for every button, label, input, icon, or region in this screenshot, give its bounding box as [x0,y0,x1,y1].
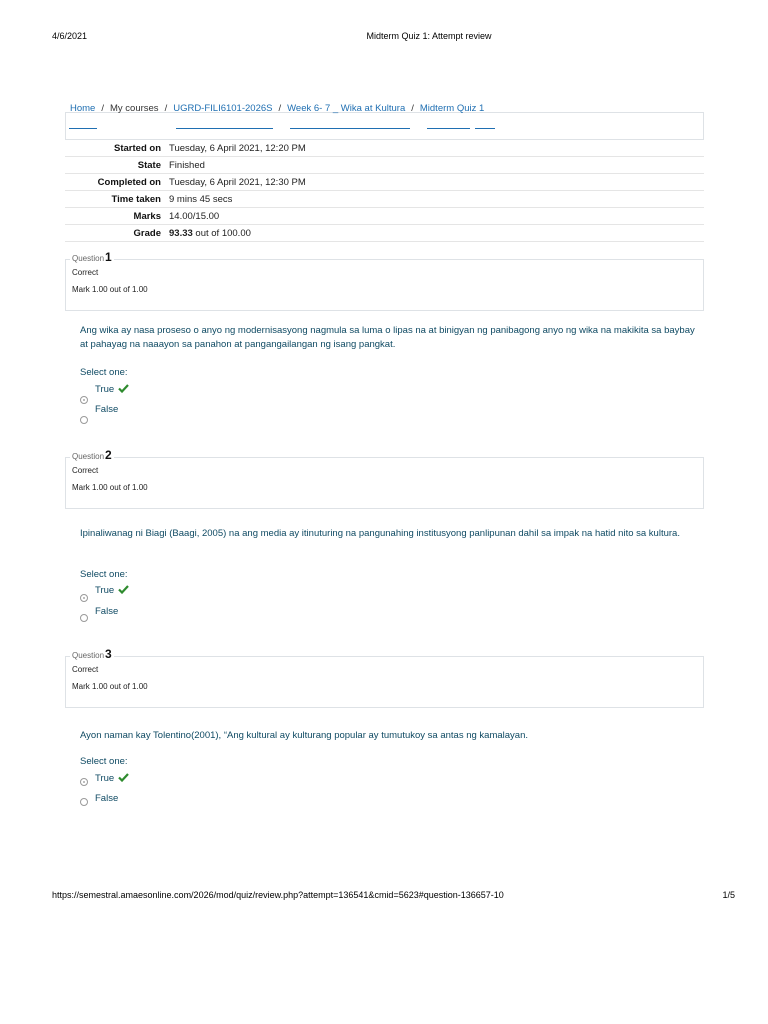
attempt-summary-table [65,140,704,242]
summary-value: Tuesday, 6 April 2021, 12:30 PM [169,174,704,191]
summary-label: State [65,157,169,174]
summary-label: Started on [65,140,169,157]
question-state: Correct [72,665,99,674]
print-date: 4/6/2021 [52,31,88,41]
grade-value: 93.33 [169,227,193,239]
option-label: True [95,773,115,784]
question-mark: Mark 1.00 out of 1.00 [72,285,148,294]
link-underline [176,128,273,129]
question-number-value: 1 [105,250,112,264]
answer-option-true[interactable] [95,585,129,596]
question-text: Ayon naman kay Tolentino(2001), “Ang kultural ay kulturang popular ay tumutukoy sa antas ng kamalayan. [80,730,528,741]
breadcrumb-my-courses: My courses [109,103,159,114]
summary-value: Finished [169,157,704,174]
question-number-value: 3 [105,647,112,661]
question-info-box [65,647,704,708]
question-state: Correct [72,466,99,475]
summary-row [65,191,704,208]
radio-true[interactable] [80,778,88,786]
question-text: Ipinaliwanag ni Biagi (Baagi, 2005) na ang media ay itinuturing na pangunahing institusyong panlipunan dahil sa impak na hatid nito sa kultura. [80,528,680,539]
radio-false[interactable] [80,798,88,806]
select-one-label: Select one: [80,756,128,767]
option-label: False [95,793,119,804]
question-text: Ang wika ay nasa proseso o anyo ng modernisasyong nagmula sa luma o lipas na at binigyan ng panibagong anyo ng wika na makikita sa baybay at pahayag na naaayon sa panahon at pangangailangan ng isang pangkat. [80,325,695,350]
answer-option-true[interactable] [95,384,129,395]
link-underline [290,128,410,129]
summary-value: 14.00/15.00 [169,208,704,225]
link-underline [475,128,495,129]
summary-row [65,225,704,242]
print-title: Midterm Quiz 1: Attempt review [366,31,492,41]
link-underline [427,128,470,129]
check-icon [118,773,129,782]
summary-row [65,140,704,157]
radio-true[interactable] [80,594,88,602]
answer-option-false[interactable] [95,793,118,804]
summary-value: 9 mins 45 secs [169,191,704,208]
summary-row [65,174,704,191]
option-label: False [95,606,119,617]
option-label: True [95,585,115,596]
summary-label: Completed on [65,174,169,191]
option-label: False [95,404,119,415]
summary-value: Tuesday, 6 April 2021, 12:20 PM [169,140,704,157]
grade-out-of: out of 100.00 [192,227,251,239]
breadcrumb [65,103,704,140]
select-one-label: Select one: [80,569,128,580]
breadcrumb-separator: / [164,103,168,114]
question-word: Question [72,651,105,660]
question-info-box [65,448,704,509]
question-info-box [65,250,704,311]
option-label: True [95,384,115,395]
question-number-value: 2 [105,448,112,462]
question-mark: Mark 1.00 out of 1.00 [72,483,148,492]
summary-label: Grade [65,225,169,242]
question-number [70,448,114,462]
summary-value [169,225,704,242]
check-icon [118,585,129,594]
breadcrumb-quiz[interactable]: Midterm Quiz 1 [419,103,485,114]
answer-option-false[interactable] [95,404,118,415]
radio-true[interactable] [80,396,88,404]
print-url: https://semestral.amaesonline.com/2026/mod/quiz/review.php?attempt=136541&cmid=5623#question-136657-10 [52,890,504,900]
breadcrumb-separator: / [411,103,414,114]
select-one-label: Select one: [80,367,128,378]
print-header [0,31,768,45]
question-mark: Mark 1.00 out of 1.00 [72,682,148,691]
summary-row [65,157,704,174]
summary-label: Time taken [65,191,169,208]
answer-option-false[interactable] [95,606,118,617]
answer-option-true[interactable] [95,773,129,784]
summary-label: Marks [65,208,169,225]
question-word: Question [72,452,105,461]
summary-row [65,208,704,225]
question-state: Correct [72,268,99,277]
question-number [70,647,114,661]
page-number: 1/5 [722,890,735,900]
check-icon [118,384,129,393]
breadcrumb-separator: / [278,103,282,114]
radio-false[interactable] [80,614,88,622]
question-number [70,250,114,264]
breadcrumb-week[interactable]: Week 6- 7 _ Wika at Kultura [287,103,406,114]
link-underline [69,128,97,129]
breadcrumb-home[interactable]: Home [70,103,96,114]
breadcrumb-separator: / [101,103,104,114]
radio-false[interactable] [80,416,88,424]
print-footer [0,890,768,904]
breadcrumb-course[interactable]: UGRD-FILI6101-2026S [173,103,273,114]
question-word: Question [72,254,105,263]
